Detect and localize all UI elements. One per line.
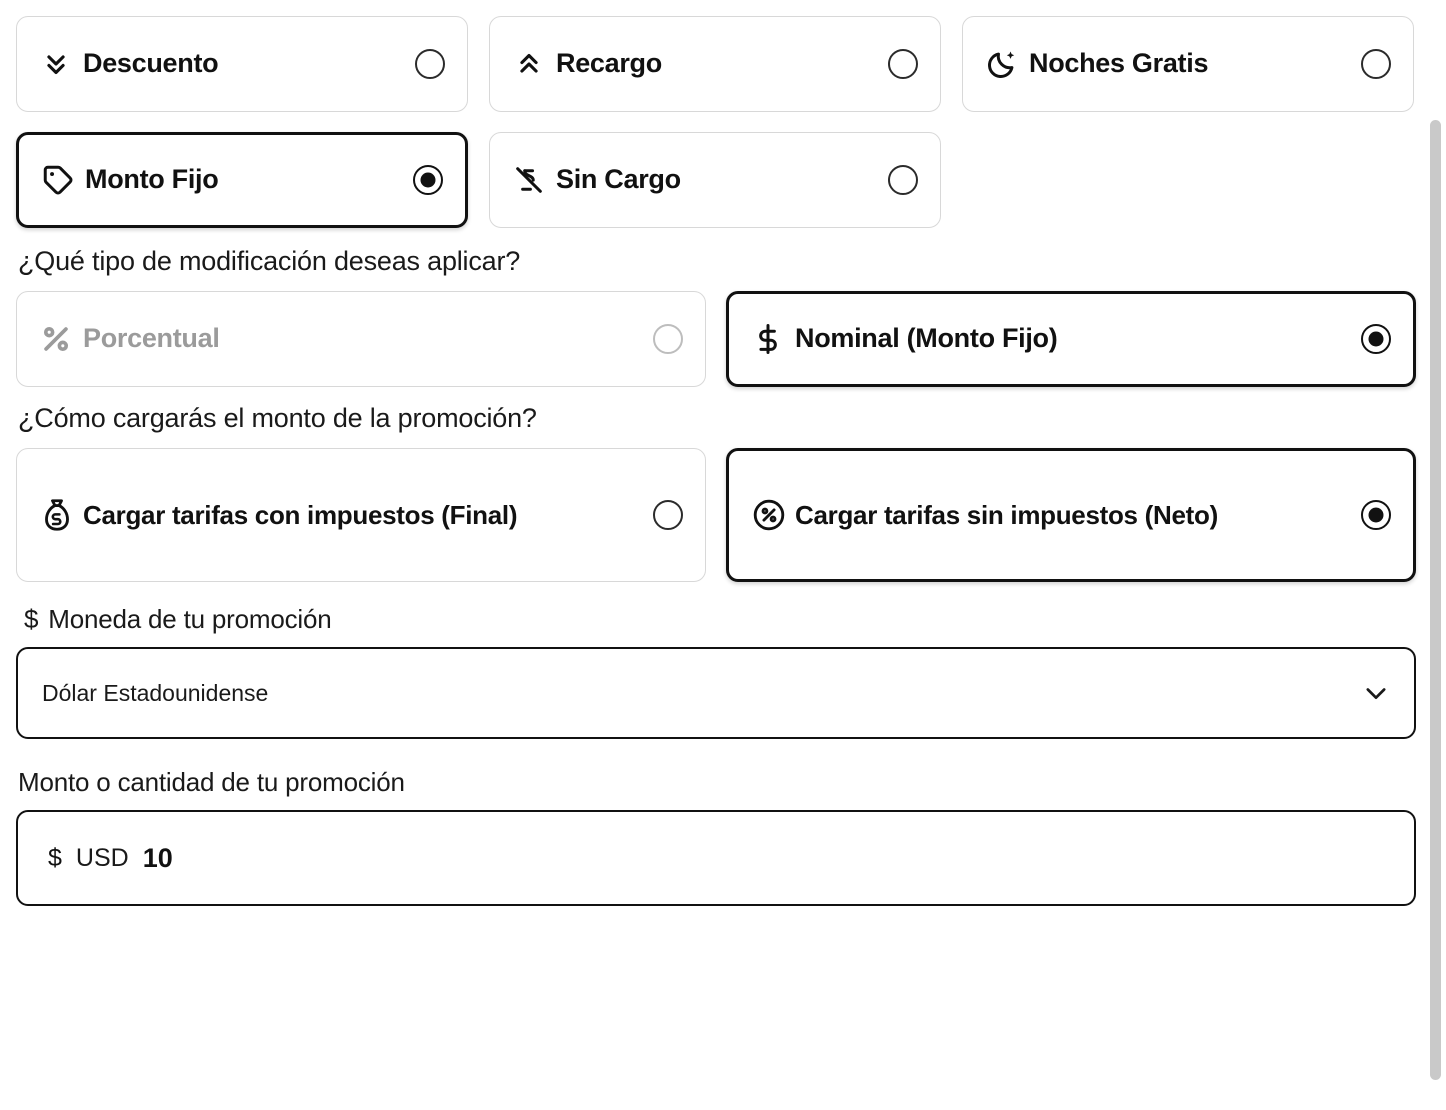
percent-icon	[39, 322, 83, 356]
row-spacer	[962, 132, 1414, 228]
promo-type-label: Descuento	[83, 48, 219, 79]
promo-type-option-noches-gratis[interactable]	[962, 16, 1414, 112]
chevrons-down-icon	[39, 47, 83, 81]
currency-field-label	[24, 604, 1416, 635]
promo-type-option-descuento[interactable]	[16, 16, 468, 112]
currency-label-text: Moneda de tu promoción	[48, 604, 332, 634]
promo-type-label: Monto Fijo	[85, 164, 219, 195]
modification-label: Nominal (Monto Fijo)	[795, 323, 1058, 354]
promo-type-label: Sin Cargo	[556, 164, 681, 195]
promo-type-radio[interactable]	[888, 165, 918, 195]
promo-type-label: Noches Gratis	[1029, 48, 1209, 79]
promo-type-radio[interactable]	[1361, 49, 1391, 79]
chevrons-up-icon	[512, 47, 556, 81]
charge-mode-radio[interactable]	[653, 500, 683, 530]
currency-code: USD	[75, 843, 129, 872]
promo-type-option-recargo[interactable]	[489, 16, 941, 112]
promo-type-radio[interactable]	[415, 49, 445, 79]
amount-field-label: Monto o cantidad de tu promoción	[18, 767, 405, 797]
charge-mode-question: ¿Cómo cargarás el monto de la promoción?	[18, 403, 537, 433]
charge-mode-label: Cargar tarifas sin impuestos (Neto)	[795, 499, 1218, 530]
charge-mode-label: Cargar tarifas con impuestos (Final)	[83, 499, 518, 530]
promo-type-option-monto-fijo[interactable]	[16, 132, 468, 228]
amount-input[interactable]	[16, 810, 1416, 906]
scrollbar-thumb[interactable]	[1430, 120, 1441, 1080]
modification-label: Porcentual	[83, 323, 220, 354]
modification-option-porcentual[interactable]	[16, 291, 706, 387]
amount-value: 10	[142, 842, 173, 873]
modification-options	[16, 291, 1416, 387]
charge-mode-option-con-impuestos[interactable]	[16, 448, 706, 582]
charge-mode-options	[16, 448, 1416, 582]
modification-option-nominal[interactable]	[726, 291, 1416, 387]
tag-icon	[41, 163, 85, 197]
currency-selected-value: Dólar Estadounidense	[42, 679, 269, 706]
modification-radio[interactable]	[653, 324, 683, 354]
promo-type-radio[interactable]	[888, 49, 918, 79]
no-charge-icon	[512, 163, 556, 197]
dollar-icon	[751, 322, 795, 356]
dollar-sign-icon: $	[48, 843, 62, 872]
dollar-sign-icon: $	[24, 604, 39, 634]
money-bag-icon	[39, 497, 83, 533]
promo-type-row-2	[16, 132, 1416, 228]
charge-mode-option-sin-impuestos[interactable]	[726, 448, 1416, 582]
moon-star-icon	[985, 47, 1029, 81]
chevron-down-icon[interactable]	[1362, 679, 1390, 707]
promo-type-option-sin-cargo[interactable]	[489, 132, 941, 228]
modification-radio[interactable]	[1361, 324, 1391, 354]
modification-question: ¿Qué tipo de modificación deseas aplicar?	[18, 246, 521, 276]
charge-mode-radio[interactable]	[1361, 500, 1391, 530]
currency-select[interactable]	[16, 647, 1416, 739]
promo-type-label: Recargo	[556, 48, 662, 79]
promo-type-row-1	[16, 16, 1416, 112]
percent-circle-icon	[751, 497, 795, 533]
promo-type-radio[interactable]	[413, 165, 443, 195]
